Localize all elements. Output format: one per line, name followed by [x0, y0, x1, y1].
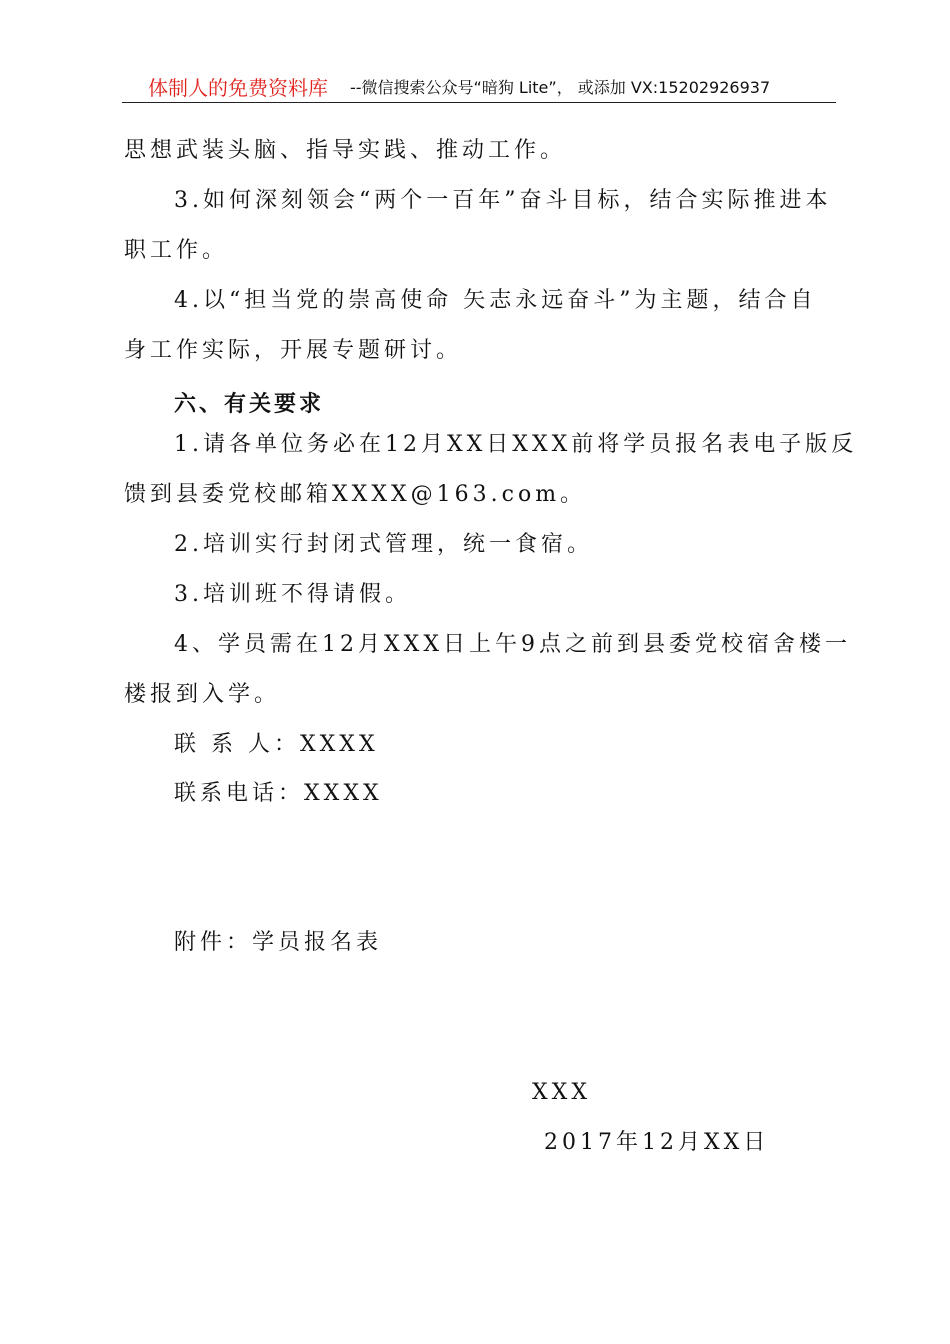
signature-date: 2017年12月XX日	[544, 1130, 770, 1155]
body-line: 身工作实际，开展专题研讨。	[124, 338, 463, 363]
header-brand: 体制人的免费资料库	[148, 76, 328, 100]
requirement-item: 3.培训班不得请假。	[174, 582, 411, 607]
requirement-item: 楼报到入学。	[124, 682, 281, 707]
body-line: 4.以“担当党的崇高使命 矢志永远奋斗”为主题，结合自	[174, 288, 817, 313]
contact-person: 联 系 人：XXXX	[174, 732, 379, 757]
page-header	[122, 70, 836, 103]
section-heading: 六、有关要求	[174, 392, 325, 417]
attachment-note: 附件：学员报名表	[174, 930, 383, 955]
requirement-item: 1.请各单位务必在12月XX日XXX前将学员报名表电子版反	[174, 432, 858, 457]
body-line: 思想武装头脑、指导实践、推动工作。	[124, 138, 567, 163]
contact-phone: 联系电话：XXXX	[174, 781, 383, 806]
signature-org: XXX	[532, 1080, 591, 1105]
body-line: 职工作。	[124, 238, 229, 263]
body-line: 3.如何深刻领会“两个一百年”奋斗目标，结合实际推进本	[174, 188, 832, 213]
requirement-item: 2.培训实行封闭式管理，统一食宿。	[174, 532, 593, 557]
requirement-item: 4、学员需在12月XXX日上午9点之前到县委党校宿舍楼一	[174, 632, 851, 657]
requirement-item: 馈到县委党校邮箱XXXX@163.com。	[124, 482, 587, 507]
header-note: --微信搜索公众号“暗狗 Lite”， 或添加 VX:15202926937	[350, 78, 771, 97]
